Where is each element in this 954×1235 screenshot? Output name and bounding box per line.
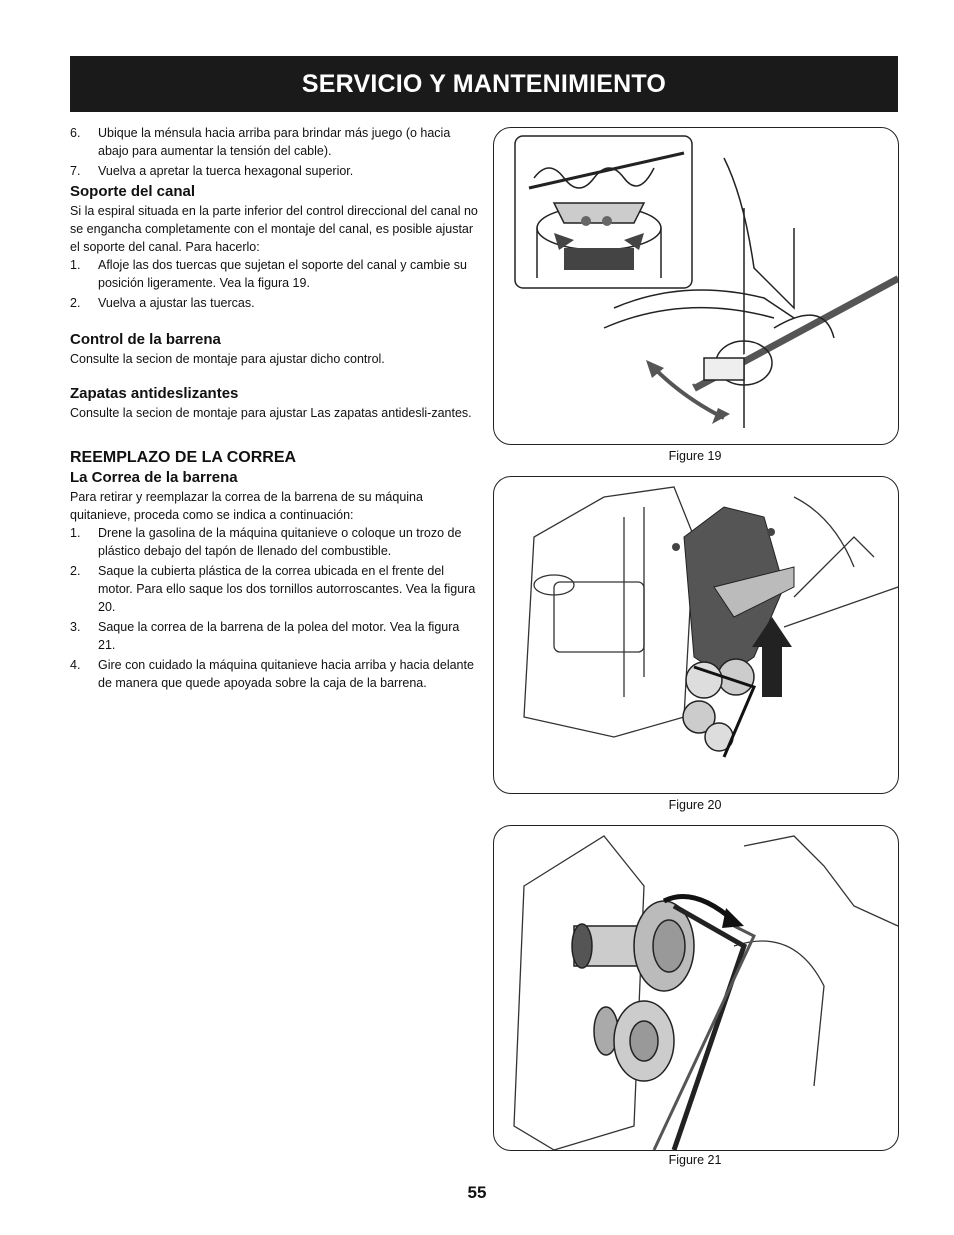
belt-cover-illustration [494,477,898,793]
step-number: 4. [70,658,81,672]
step-number: 2. [70,564,81,578]
reemplazo-intro: Para retirar y reemplazar la correa de la barrena de su máquina quitanieve, proceda como se indica a continuación: [70,490,423,522]
list-item [70,656,478,692]
zapatas-text: Consulte la secion de montaje para ajustar Las zapatas antidesli-zantes. [70,406,472,420]
figure-19-chute-support [493,127,899,445]
step-number: 6. [70,126,81,140]
step-number: 1. [70,258,81,272]
step-number: 1. [70,526,81,540]
soporte-intro: Si la espiral situada en la parte inferior del control direccional del canal no se engancha completamente con el montaje del canal, es posible ajustar el soporte del canal. Para hacerlo: [70,204,478,254]
section-heading-control: Control de la barrena [70,331,221,348]
list-item [70,256,478,292]
list-item [70,124,478,160]
step-text: Saque la cubierta plástica de la correa ubicada en el frente del motor. Para ello saque los dos tornillos autorroscantes. Vea la figura 20. [98,564,476,614]
text-column [70,124,478,694]
step-text: Gire con cuidado la máquina quitanieve hacia arriba y hacia delante de manera que quede apoyada sobre la caja de la barrena. [98,658,474,690]
list-item [70,162,478,180]
page-header [70,56,898,112]
section-heading-zapatas: Zapatas antideslizantes [70,385,239,402]
list-item [70,618,478,654]
list-item [70,562,478,616]
list-item [70,524,478,560]
figure-21-auger-belt [493,825,899,1151]
page-title: SERVICIO Y MANTENIMIENTO [301,69,667,98]
control-text: Consulte la secion de montaje para ajustar dicho control. [70,352,385,366]
step-text: Ubique la ménsula hacia arriba para brindar más juego (o hacia abajo para aumentar la tensión del cable). [98,126,451,158]
step-number: 7. [70,164,81,178]
step-text: Saque la correa de la barrena de la polea del motor. Vea la figura 21. [98,620,460,652]
step-text: Vuelva a ajustar las tuercas. [98,296,255,310]
figure-21-caption: Figure 21 [668,1153,722,1167]
section-heading-soporte: Soporte del canal [70,183,196,200]
figure-20-belt-cover [493,476,899,794]
auger-belt-illustration [494,826,898,1150]
figure-19-caption: Figure 19 [668,449,722,463]
step-text: Vuelva a apretar la tuerca hexagonal superior. [98,164,354,178]
step-text: Afloje las dos tuercas que sujetan el soporte del canal y cambie su posición ligeramente. Vea la figura 19. [98,258,467,290]
step-text: Drene la gasolina de la máquina quitanieve o coloque un trozo de plástico debajo del tapón de llenado del combustible. [98,526,462,558]
section-heading-reemplazo: REEMPLAZO DE LA CORREA [70,449,297,466]
step-number: 2. [70,296,81,310]
figure-20-caption: Figure 20 [668,798,722,812]
subheading-correa: La Correa de la barrena [70,469,238,486]
chute-illustration [494,128,898,444]
list-item [70,294,478,312]
page-number: 55 [467,1183,487,1202]
step-number: 3. [70,620,81,634]
